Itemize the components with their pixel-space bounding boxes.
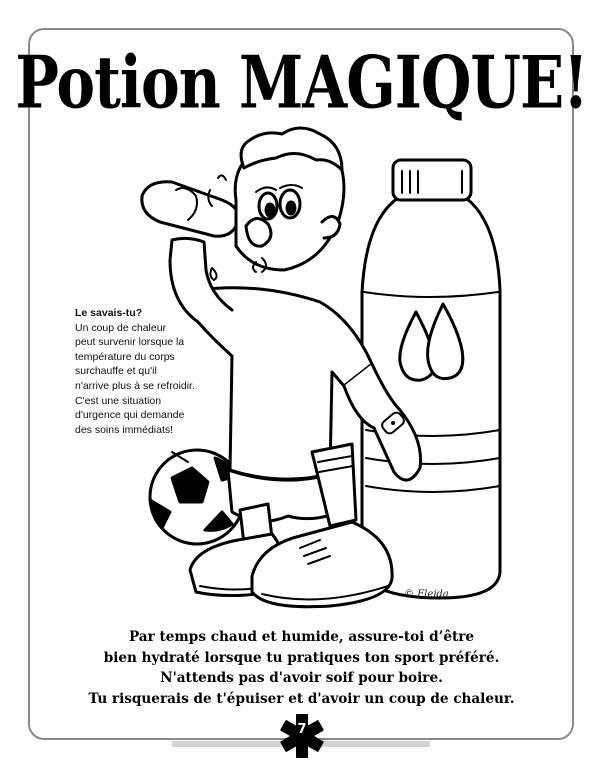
- artist-signature: © Flejda: [404, 589, 449, 600]
- fact-line: température du corps: [75, 350, 175, 363]
- hydration-caption: [40, 627, 563, 709]
- page-number: 7: [297, 722, 307, 737]
- fact-line: Un coup de chaleur: [75, 321, 167, 334]
- fact-line: peut survenir lorsque la: [75, 336, 185, 349]
- did-you-know-heading: Le savais-tu?: [75, 307, 143, 319]
- fact-line: surchauffe et qu'il: [75, 365, 157, 378]
- caption-line: bien hydraté lorsque tu pratiques ton sport préféré.: [103, 649, 500, 666]
- fact-line: n'arrive plus à se refroidir.: [75, 379, 195, 392]
- water-bottle-icon: [362, 160, 500, 598]
- page-title: Potion MAGIQUE!: [15, 40, 588, 125]
- fact-line: C'est une situation: [75, 394, 162, 407]
- fact-line: d'urgence qui demande: [75, 409, 185, 422]
- did-you-know-box: [75, 306, 225, 437]
- caption-line: N'attends pas d'avoir soif pour boire.: [160, 670, 443, 687]
- caption-line: Par temps chaud et humide, assure-toi d’être: [128, 629, 475, 645]
- fact-line: des soins immédiats!: [75, 423, 174, 436]
- caption-line: Tu risquerais de t'épuiser et d'avoir un coup de chaleur.: [88, 690, 515, 707]
